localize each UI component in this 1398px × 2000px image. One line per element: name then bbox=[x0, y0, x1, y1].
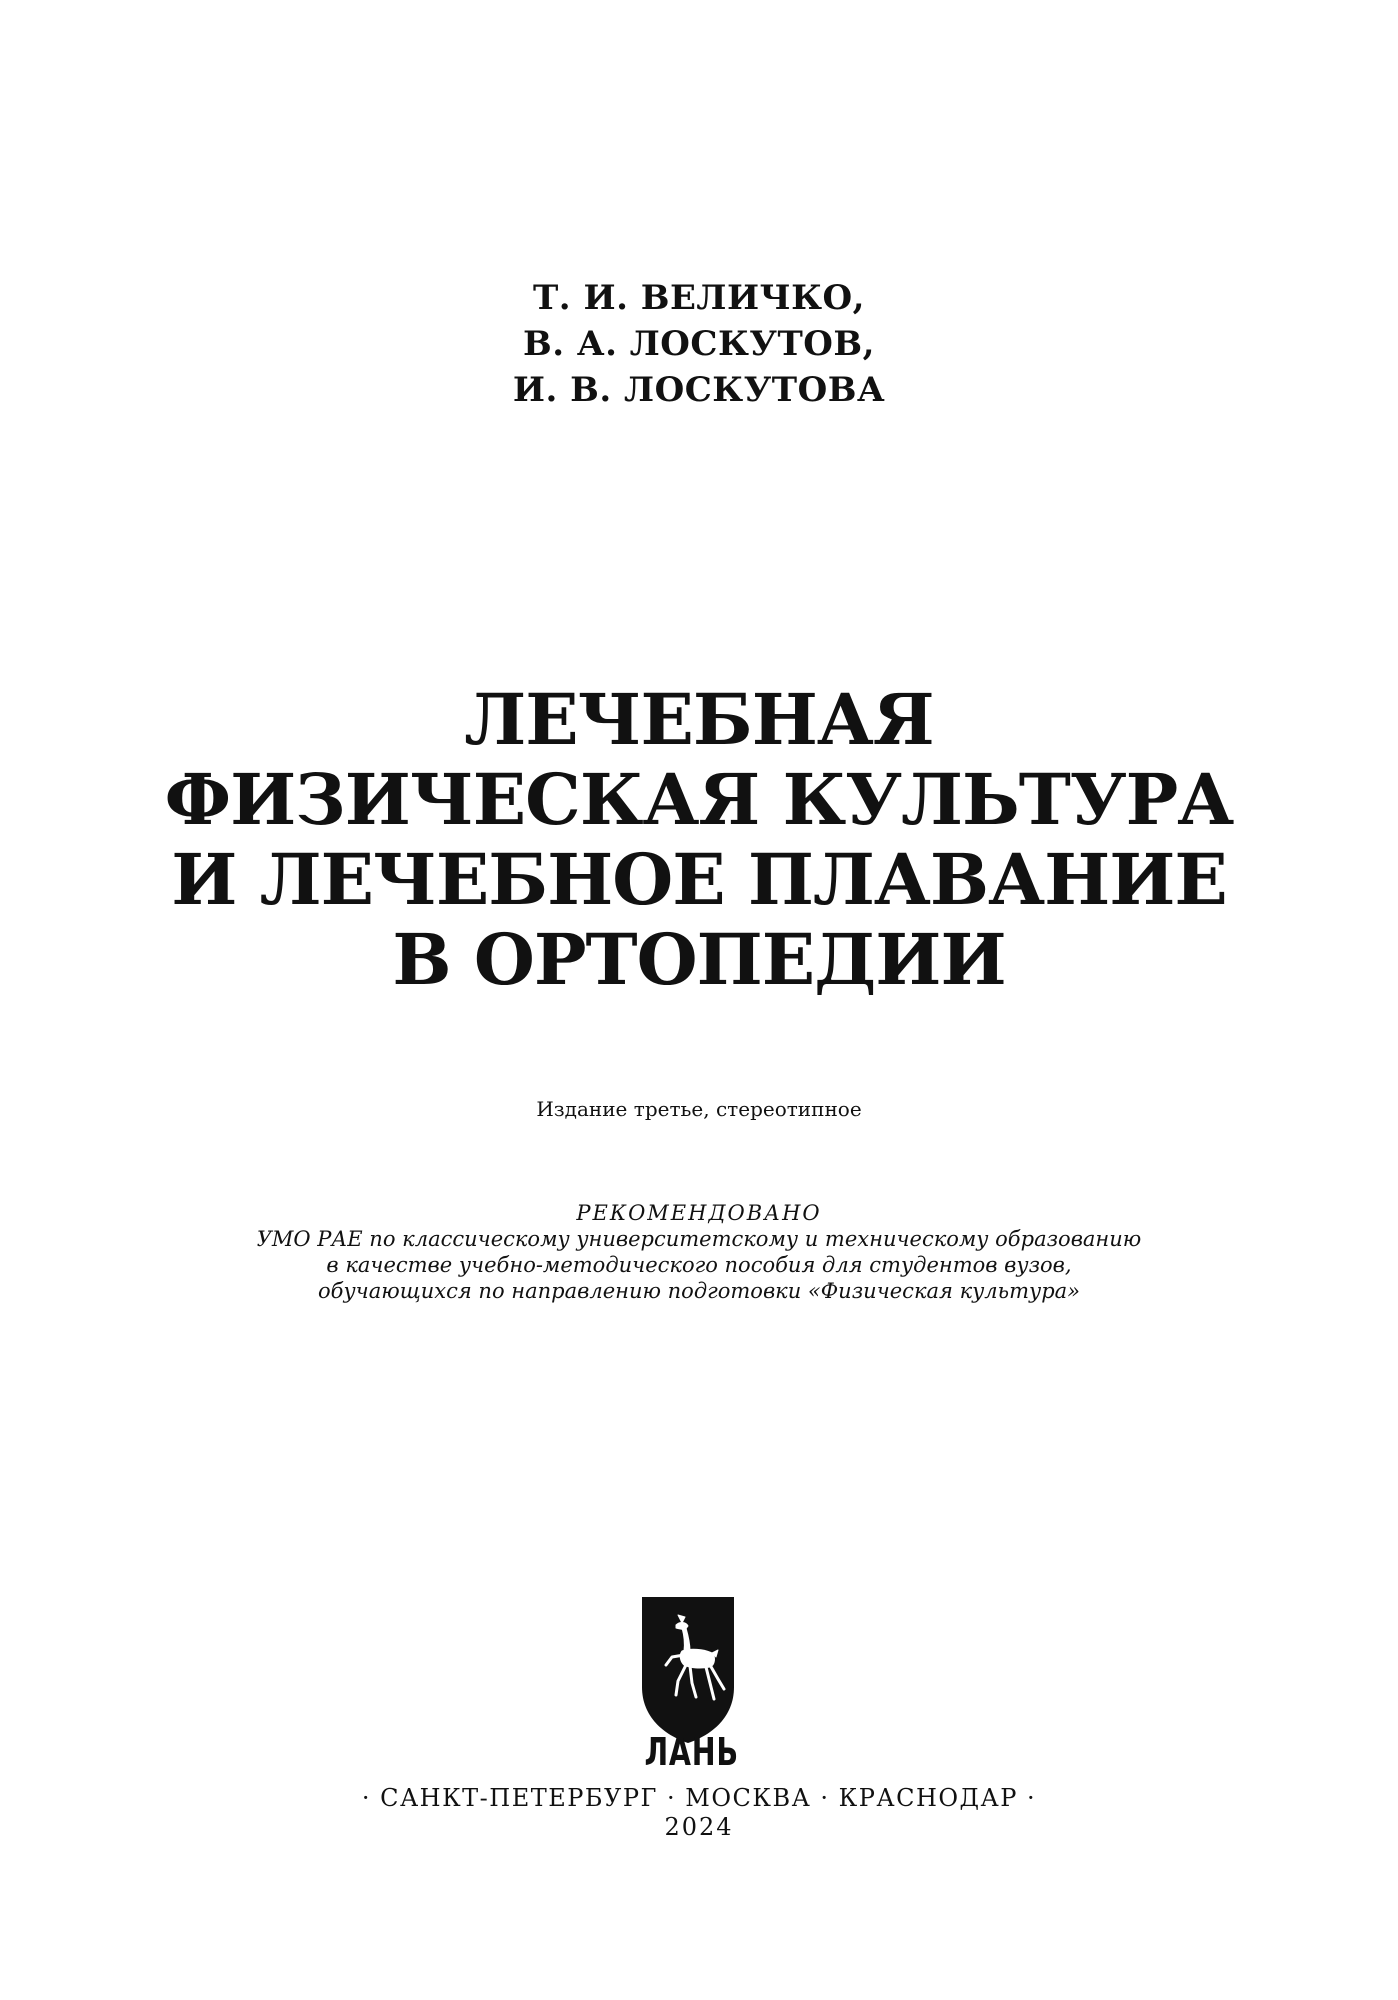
title-line: ФИЗИЧЕСКАЯ КУЛЬТУРА bbox=[164, 758, 1234, 841]
edition-note: Издание третье, стереотипное bbox=[536, 1097, 862, 1121]
publication-year: 2024 bbox=[664, 1813, 734, 1841]
recommendation-line: в качестве учебно-методического пособия для студентов вузов, bbox=[326, 1253, 1072, 1277]
title-line: И ЛЕЧЕБНОЕ ПЛАВАНИЕ bbox=[171, 838, 1227, 921]
recommendation-heading: РЕКОМЕНДОВАНО bbox=[576, 1201, 822, 1225]
author-name: Т. И. ВЕЛИЧКО, bbox=[532, 278, 866, 318]
title-line: ЛЕЧЕБНАЯ bbox=[464, 678, 934, 761]
deer-shield-icon bbox=[638, 1595, 738, 1750]
recommendation-line: обучающихся по направлению подготовки «Физическая культура» bbox=[317, 1279, 1081, 1303]
book-title bbox=[0, 680, 1398, 1000]
publisher-name: ЛАНЬ bbox=[644, 1730, 739, 1774]
title-line: В ОРТОПЕДИИ bbox=[392, 918, 1006, 1001]
authors-block bbox=[0, 275, 1398, 413]
author-name: И. В. ЛОСКУТОВА bbox=[512, 370, 886, 410]
recommendation-line: УМО РАЕ по классическому университетскому и техническому образованию bbox=[256, 1227, 1142, 1251]
recommendation-block bbox=[0, 1200, 1398, 1304]
author-name: В. А. ЛОСКУТОВ, bbox=[522, 324, 876, 364]
publisher-cities: · САНКТ-ПЕТЕРБУРГ · МОСКВА · КРАСНОДАР · bbox=[361, 1784, 1037, 1812]
